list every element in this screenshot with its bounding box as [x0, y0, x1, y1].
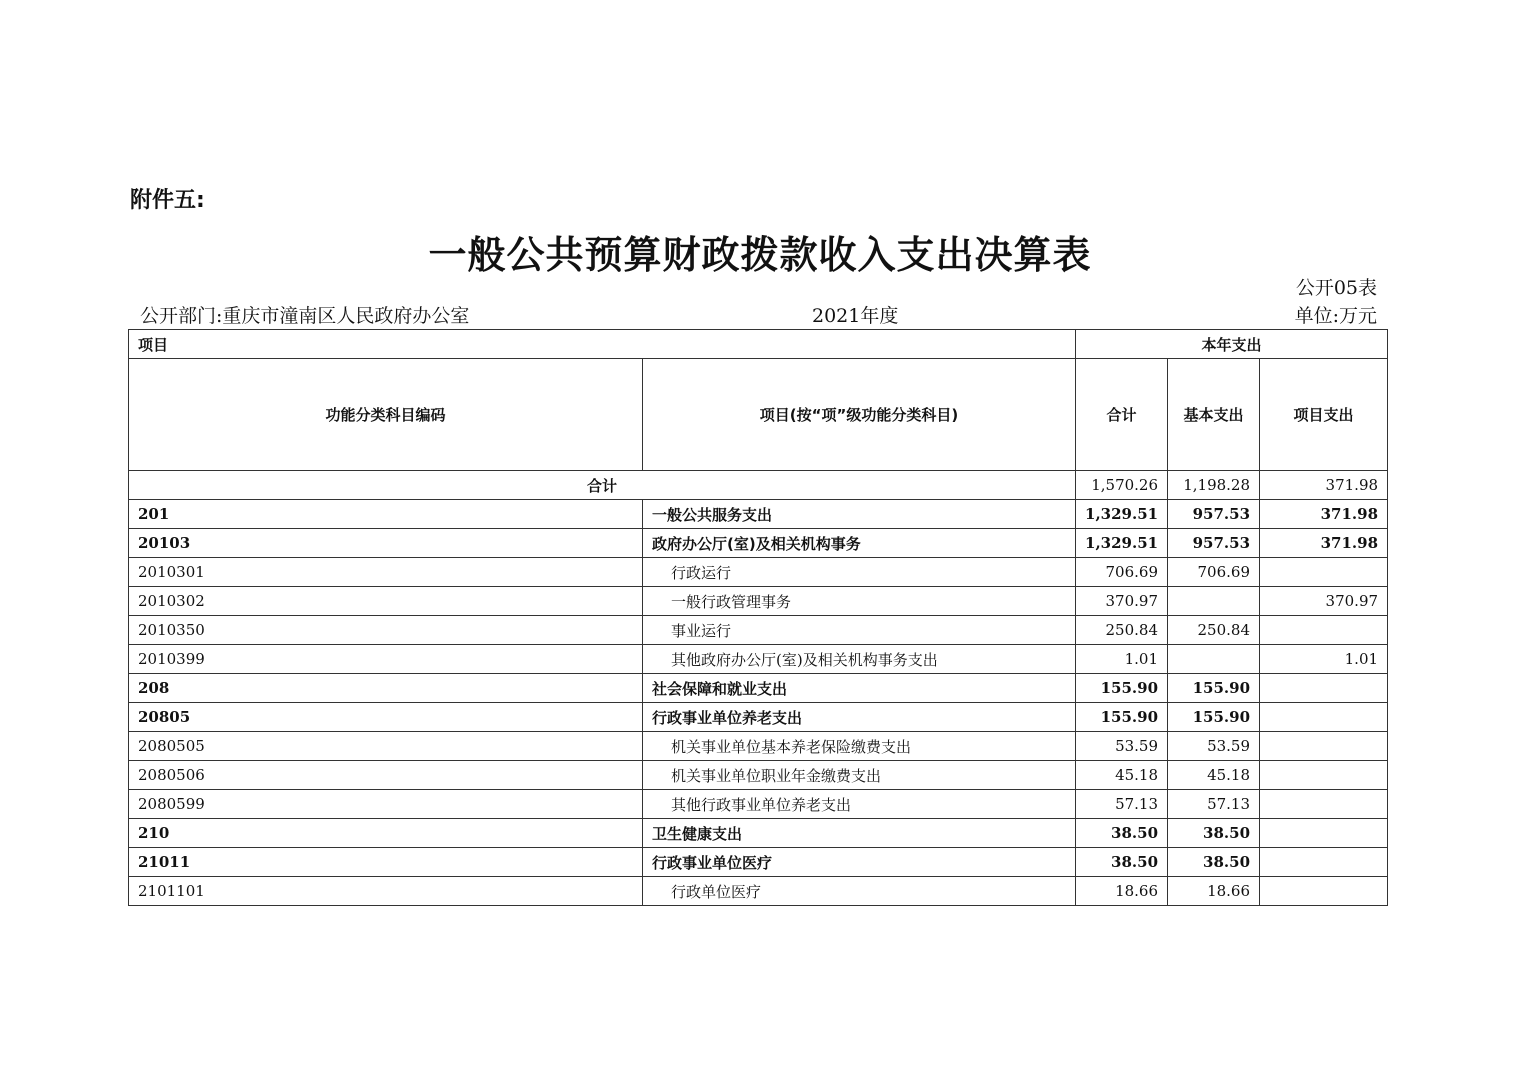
total-label: 合计: [129, 471, 1076, 500]
row-project-expense: [1260, 761, 1388, 790]
row-item-name: 社会保障和就业支出: [643, 674, 1076, 703]
table-row: [129, 645, 1388, 674]
row-basic-expense: 18.66: [1168, 877, 1260, 906]
table-row: [129, 558, 1388, 587]
row-basic-expense: 957.53: [1168, 500, 1260, 529]
row-total: 250.84: [1076, 616, 1168, 645]
row-total: 1.01: [1076, 645, 1168, 674]
row-item-name: 行政事业单位养老支出: [643, 703, 1076, 732]
row-code: 2010302: [129, 587, 643, 616]
row-basic-expense: 38.50: [1168, 819, 1260, 848]
row-project-expense: [1260, 732, 1388, 761]
row-item-name: 行政单位医疗: [643, 877, 1076, 906]
table-row: [129, 790, 1388, 819]
row-item-name: 行政事业单位医疗: [643, 848, 1076, 877]
department-label: 公开部门:重庆市潼南区人民政府办公室: [140, 305, 470, 327]
row-code: 2101101: [129, 877, 643, 906]
row-project-expense: 1.01: [1260, 645, 1388, 674]
unit-label: 单位:万元: [1294, 305, 1377, 327]
row-total: 1,329.51: [1076, 529, 1168, 558]
row-project-expense: 370.97: [1260, 587, 1388, 616]
total-basic: 1,198.28: [1168, 471, 1260, 500]
table-row: [129, 703, 1388, 732]
row-code: 2080599: [129, 790, 643, 819]
attachment-label: 附件五:: [130, 188, 205, 213]
row-item-name: 卫生健康支出: [643, 819, 1076, 848]
header-basic-expense: [1168, 359, 1260, 471]
row-total: 38.50: [1076, 848, 1168, 877]
header-current-year-expense: 本年支出: [1076, 330, 1388, 359]
row-project-expense: [1260, 703, 1388, 732]
fiscal-year-label: 2021年度: [812, 305, 899, 327]
table-row: [129, 848, 1388, 877]
row-basic-expense: 155.90: [1168, 703, 1260, 732]
row-project-expense: [1260, 877, 1388, 906]
row-basic-expense: [1168, 645, 1260, 674]
row-item-name: 事业运行: [643, 616, 1076, 645]
budget-table: [128, 329, 1388, 906]
row-item-name: 一般行政管理事务: [643, 587, 1076, 616]
header-row-1: [129, 330, 1388, 359]
row-item-name: 一般公共服务支出: [643, 500, 1076, 529]
row-item-name: 机关事业单位基本养老保险缴费支出: [643, 732, 1076, 761]
header-row-2: [129, 359, 1388, 471]
row-code: 2010399: [129, 645, 643, 674]
row-project-expense: [1260, 819, 1388, 848]
row-basic-expense: [1168, 587, 1260, 616]
table-row: [129, 732, 1388, 761]
row-item-name: 政府办公厅(室)及相关机构事务: [643, 529, 1076, 558]
table-row: [129, 877, 1388, 906]
table-row: [129, 761, 1388, 790]
page-title: 一般公共预算财政拨款收入支出决算表: [428, 233, 1092, 277]
header-total: 合计: [1076, 359, 1168, 471]
row-code: 2010350: [129, 616, 643, 645]
row-code: 21011: [129, 848, 643, 877]
row-total: 18.66: [1076, 877, 1168, 906]
header-item: 项目(按“项”级功能分类科目): [643, 359, 1076, 471]
row-code: 20103: [129, 529, 643, 558]
row-basic-expense: 45.18: [1168, 761, 1260, 790]
table-row: [129, 819, 1388, 848]
row-project-expense: 371.98: [1260, 500, 1388, 529]
row-code: 2080505: [129, 732, 643, 761]
row-total: 45.18: [1076, 761, 1168, 790]
row-total: 1,329.51: [1076, 500, 1168, 529]
header-code: 功能分类科目编码: [129, 359, 643, 471]
row-code: 2080506: [129, 761, 643, 790]
total-project: 371.98: [1260, 471, 1388, 500]
table-row: [129, 529, 1388, 558]
total-row: [129, 471, 1388, 500]
row-total: 155.90: [1076, 703, 1168, 732]
table-row: [129, 616, 1388, 645]
table-row: [129, 587, 1388, 616]
table-row: [129, 500, 1388, 529]
header-project-expense: 项目支出: [1260, 359, 1388, 471]
row-item-name: 其他行政事业单位养老支出: [643, 790, 1076, 819]
row-basic-expense: 155.90: [1168, 674, 1260, 703]
row-project-expense: 371.98: [1260, 529, 1388, 558]
row-total: 57.13: [1076, 790, 1168, 819]
row-project-expense: [1260, 674, 1388, 703]
row-basic-expense: 53.59: [1168, 732, 1260, 761]
row-basic-expense: 250.84: [1168, 616, 1260, 645]
row-item-name: 其他政府办公厅(室)及相关机构事务支出: [643, 645, 1076, 674]
table-number: 公开05表: [1295, 277, 1377, 299]
row-item-name: 行政运行: [643, 558, 1076, 587]
row-project-expense: [1260, 558, 1388, 587]
row-project-expense: [1260, 848, 1388, 877]
row-total: 706.69: [1076, 558, 1168, 587]
row-code: 2010301: [129, 558, 643, 587]
row-code: 201: [129, 500, 643, 529]
header-basic-expense-label: 基本支出: [1183, 405, 1244, 424]
header-project: 项目: [129, 330, 1076, 359]
row-basic-expense: 57.13: [1168, 790, 1260, 819]
row-code: 20805: [129, 703, 643, 732]
row-basic-expense: 706.69: [1168, 558, 1260, 587]
row-total: 38.50: [1076, 819, 1168, 848]
row-total: 53.59: [1076, 732, 1168, 761]
row-code: 208: [129, 674, 643, 703]
total-sum: 1,570.26: [1076, 471, 1168, 500]
row-basic-expense: 957.53: [1168, 529, 1260, 558]
row-total: 155.90: [1076, 674, 1168, 703]
table-row: [129, 674, 1388, 703]
row-item-name: 机关事业单位职业年金缴费支出: [643, 761, 1076, 790]
row-total: 370.97: [1076, 587, 1168, 616]
row-code: 210: [129, 819, 643, 848]
row-basic-expense: 38.50: [1168, 848, 1260, 877]
meta-row: [140, 301, 1377, 327]
row-project-expense: [1260, 790, 1388, 819]
row-project-expense: [1260, 616, 1388, 645]
